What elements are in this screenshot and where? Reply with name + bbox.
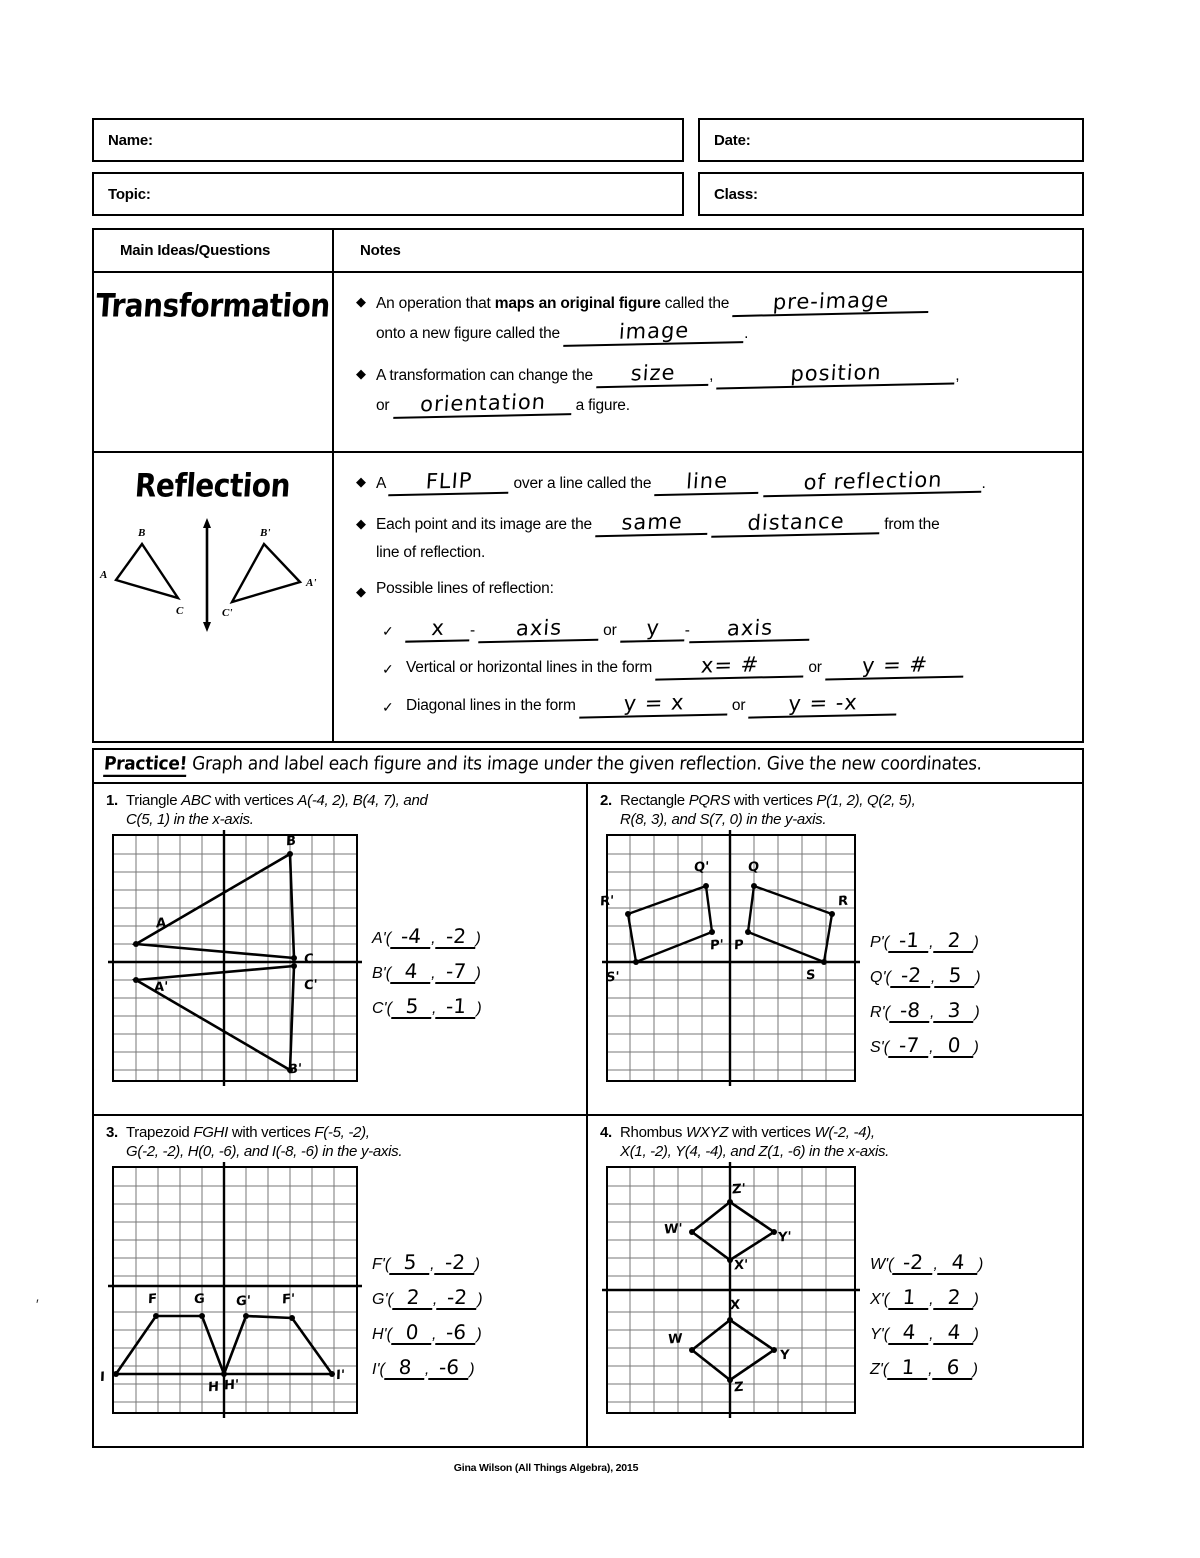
svg-text:B: B [138, 527, 146, 539]
graph-point-label: Z' [731, 1181, 746, 1197]
stray-pencil-mark: ′ [36, 1296, 39, 1312]
answer-label: I' [372, 1360, 380, 1378]
answer-y[interactable]: -2 [436, 1287, 478, 1310]
problem-4-number: 4. [600, 1124, 612, 1141]
answer-y[interactable]: 2 [933, 1287, 975, 1310]
answer-label: F' [372, 1255, 385, 1273]
answer-y[interactable]: 3 [934, 1000, 976, 1023]
svg-text:B': B' [260, 527, 271, 539]
tf-b1-p1: An operation that [376, 295, 495, 312]
rf-c1-mid: - [470, 622, 480, 639]
answer-x[interactable]: -8 [889, 1000, 931, 1023]
graph-point-label: F' [281, 1291, 296, 1307]
date-label: Date: [714, 131, 751, 149]
problem-4-answers [870, 1166, 983, 1392]
problem-4-text-b: with vertices [728, 1124, 815, 1141]
notes-table-header-row [94, 230, 1082, 273]
graph-point-label: P [733, 937, 744, 953]
date-field[interactable] [698, 118, 1084, 162]
bullet-icon: ◆ [356, 584, 366, 599]
bullet-icon: ◆ [356, 474, 366, 489]
graph-point-label: I [99, 1369, 106, 1385]
tf-b2-p3: or [376, 397, 394, 414]
problem-2-line2: R(8, 3), and S(7, 0) in the y-axis. [620, 810, 827, 828]
graph-point-label: C [303, 951, 314, 967]
problem-2-text-b: with vertices [730, 792, 817, 809]
rf-answer-diagonal-1[interactable]: y = x [579, 691, 729, 718]
tf-b1-p2: called the [660, 295, 734, 312]
reflection-check-3 [382, 690, 1060, 721]
rf-answer-line[interactable]: line [655, 470, 761, 496]
answer-x[interactable]: 4 [390, 961, 432, 984]
tf-answer-preimage[interactable]: pre-image [733, 289, 931, 317]
tf-b1-bold: maps an original figure [494, 295, 661, 312]
problem-2-answers [870, 834, 981, 1070]
graph-point-label: H [207, 1379, 220, 1395]
answer-row: I'( 8 , -6 ) [372, 1354, 475, 1379]
tf-b2-p1: A transformation can change the [376, 367, 598, 384]
answer-row: C'( 5 , -1 ) [372, 993, 482, 1018]
graph-point-label: X [729, 1297, 741, 1313]
class-label: Class: [714, 185, 758, 203]
problem-2-shape: PQRS [688, 792, 731, 809]
tf-b2-p4: a figure. [571, 397, 630, 414]
answer-x[interactable]: -2 [890, 965, 932, 988]
graph-point-label: W' [663, 1220, 683, 1238]
rf-b1-p3: . [981, 475, 986, 492]
name-label: Name: [108, 131, 153, 149]
problem-1-text-a: Triangle [126, 792, 182, 809]
header-row-name-date [92, 118, 1084, 162]
rf-b2-p2: from the [880, 516, 940, 533]
rf-answer-of-reflection[interactable]: of reflection [763, 469, 983, 498]
rf-c2-or: or [804, 659, 826, 676]
rf-answer-distance[interactable]: distance [711, 510, 881, 538]
problems-grid [92, 782, 1084, 1448]
answer-label: Y' [870, 1325, 884, 1343]
graph-point-label: I' [335, 1367, 346, 1383]
problem-4-shape: WXYZ [685, 1124, 729, 1141]
problem-2-vertices: P(1, 2), Q(2, 5), [816, 792, 916, 809]
graph-point-label: A [155, 915, 167, 931]
notes-header: Notes [360, 242, 401, 259]
problem-1-number: 1. [106, 792, 118, 809]
main-ideas-header: Main Ideas/Questions [120, 242, 271, 259]
topic-field[interactable] [92, 172, 684, 216]
problem-3-vertices: F(-5, -2), [314, 1124, 370, 1141]
transformation-row [94, 273, 1082, 453]
answer-y[interactable]: -1 [436, 996, 478, 1019]
answer-label: W' [870, 1255, 889, 1273]
bullet-icon: ◆ [356, 516, 366, 531]
reflection-check-2 [382, 652, 1060, 683]
answer-row: X'( 1 , 2 ) [870, 1284, 979, 1309]
checkmark-icon: ✓ [382, 661, 394, 677]
rf-c2-p1: Vertical or horizontal lines in the form [406, 659, 657, 676]
rf-answer-flip[interactable]: FLIP [389, 470, 511, 497]
graph-point-label: H' [223, 1376, 240, 1394]
transformation-term: Transformation [94, 286, 332, 325]
rf-answer-x[interactable]: x [405, 617, 471, 642]
answer-x[interactable]: -2 [893, 1252, 935, 1275]
graph-point-label: A' [153, 979, 169, 995]
answer-row: Q'( -2 , 5 ) [870, 962, 981, 987]
answer-label: G' [372, 1290, 388, 1308]
main-ideas-header-cell [94, 230, 334, 271]
problem-3-line2: G(-2, -2), H(0, -6), and I(-8, -6) in the y-axis. [126, 1142, 403, 1160]
answer-x[interactable]: 2 [392, 1287, 434, 1310]
reflection-term-cell [94, 453, 334, 741]
graph-point-label: G' [235, 1293, 251, 1309]
problem-4-text-a: Rhombus [620, 1124, 686, 1141]
checkmark-icon: ✓ [382, 699, 394, 715]
answer-x[interactable]: -4 [390, 926, 432, 949]
problem-3-text-a: Trapezoid [126, 1124, 194, 1141]
answer-y[interactable]: -2 [434, 1252, 476, 1275]
answer-label: C' [372, 999, 387, 1017]
problem-1-graph[interactable] [112, 834, 358, 1082]
checkmark-icon: ✓ [382, 623, 394, 639]
rf-b2-p3: line of reflection. [376, 544, 486, 561]
answer-y[interactable]: 4 [933, 1322, 975, 1345]
answer-row: P'( -1 , 2 ) [870, 927, 979, 952]
transformation-notes-cell [334, 273, 1082, 451]
graph-point-label: F [147, 1291, 158, 1307]
answer-label: P' [870, 933, 884, 951]
reflection-term: Reflection [134, 466, 292, 505]
rf-answer-same[interactable]: same [595, 511, 709, 537]
answer-row: G'( 2 , -2 ) [372, 1284, 483, 1309]
answer-label: B' [372, 964, 386, 982]
graph-point-label: W [667, 1331, 683, 1347]
bullet-icon: ◆ [356, 294, 366, 309]
rf-answer-horizontal-line[interactable]: y = # [825, 654, 965, 681]
rf-answer-y[interactable]: y [620, 617, 686, 642]
practice-heading-rest: Graph and label each figure and its image under the given reflection. Give the new coordinates. [186, 753, 983, 775]
answer-row: Y'( 4 , 4 ) [870, 1319, 979, 1344]
problem-row-1 [94, 784, 1082, 1116]
answer-y[interactable]: -7 [435, 961, 477, 984]
answer-y[interactable]: 4 [937, 1252, 979, 1275]
practice-heading: Practice! [103, 753, 188, 777]
problem-3-text-b: with vertices [227, 1124, 315, 1141]
transformation-bullet-2 [356, 361, 1060, 421]
tf-b1-p3: onto a new figure called the [376, 325, 565, 342]
answer-x[interactable]: 5 [389, 1252, 431, 1275]
copyright-footer: Gina Wilson (All Things Algebra), 2015 [453, 1462, 639, 1474]
rf-b2-p1: Each point and its image are the [376, 516, 597, 533]
answer-label: Q' [870, 968, 886, 986]
name-field[interactable] [92, 118, 684, 162]
answer-x[interactable]: 1 [887, 1357, 929, 1380]
graph-point-label: S' [605, 969, 620, 985]
tf-answer-orientation[interactable]: orientation [393, 391, 573, 419]
reflection-bullet-3 [356, 579, 1060, 605]
graph-point-label: Y' [777, 1229, 792, 1245]
problem-1-answers [372, 834, 482, 1031]
svg-text:A: A [100, 569, 108, 581]
reflection-notes-cell [334, 453, 1082, 741]
tf-b2-sep: , [709, 367, 718, 384]
answer-row: Z'( 1 , 6 ) [870, 1354, 978, 1379]
reflection-diagram [94, 516, 332, 646]
rf-c3-p1: Diagonal lines in the form [406, 697, 580, 714]
problem-1-shape: ABC [181, 792, 212, 809]
graph-point-label: B' [287, 1061, 303, 1077]
graph-point-label: Z [733, 1379, 744, 1395]
problem-3-number: 3. [106, 1124, 118, 1141]
rf-b3: Possible lines of reflection: [376, 580, 554, 597]
problem-2 [588, 784, 1082, 1114]
answer-label: Z' [870, 1360, 883, 1378]
topic-label: Topic: [108, 185, 151, 203]
problem-1-vertices: A(-4, 2), B(4, 7), and [297, 792, 428, 809]
problem-4 [588, 1116, 1082, 1446]
svg-text:A': A' [306, 577, 317, 589]
header-row-topic-class [92, 172, 1084, 216]
rf-answer-axis-2[interactable]: axis [689, 617, 811, 644]
rf-c3-or: or [727, 697, 750, 714]
problem-4-graph[interactable] [606, 1166, 856, 1414]
answer-row: H'( 0 , -6 ) [372, 1319, 482, 1344]
problem-3 [94, 1116, 588, 1446]
reflection-bullet-1 [356, 469, 1060, 499]
problem-4-vertices: W(-2, -4), [814, 1124, 875, 1141]
problem-2-graph[interactable] [599, 834, 856, 1082]
problem-2-number: 2. [600, 792, 612, 809]
transformation-bullet-1 [356, 289, 1060, 349]
rf-b1-p2: over a line called the [509, 475, 656, 492]
problem-2-text-a: Rectangle [620, 792, 689, 809]
answer-y[interactable]: 5 [934, 965, 976, 988]
reflection-diagram-svg [94, 516, 332, 634]
answer-y[interactable]: -6 [436, 1322, 478, 1345]
answer-row: A'( -4 , -2 ) [372, 923, 481, 948]
problem-3-answers [372, 1166, 483, 1392]
problem-4-line2: X(1, -2), Y(4, -4), and Z(1, -6) in the x-axis. [620, 1142, 890, 1160]
transformation-term-cell [94, 273, 334, 451]
graph-point-label: G [193, 1291, 205, 1307]
graph-point-label: R [837, 893, 849, 909]
problem-1-line2: C(5, 1) in the x-axis. [126, 810, 254, 828]
answer-row: F'( 5 , -2 ) [372, 1249, 480, 1274]
answer-label: A' [372, 929, 386, 947]
problem-row-2 [94, 1116, 1082, 1446]
rf-c1-or: or [599, 622, 621, 639]
answer-y[interactable]: 0 [933, 1035, 975, 1058]
graph-point-label: P' [709, 937, 724, 953]
answer-x[interactable]: 5 [391, 996, 433, 1019]
notes-header-cell [334, 230, 1082, 271]
svg-text:C: C [176, 605, 184, 617]
answer-x[interactable]: 4 [888, 1322, 930, 1345]
answer-x[interactable]: 0 [391, 1322, 433, 1345]
problem-3-shape: FGHI [193, 1124, 228, 1141]
notes-table [92, 228, 1084, 743]
reflection-bullet-2 [356, 508, 1060, 567]
answer-row: R'( -8 , 3 ) [870, 997, 980, 1022]
answer-row: S'( -7 , 0 ) [870, 1032, 979, 1057]
answer-x[interactable]: 1 [888, 1287, 930, 1310]
graph-point-label: Q [747, 859, 760, 875]
answer-row: B'( 4 , -7 ) [372, 958, 481, 983]
graph-point-label: C' [303, 977, 318, 993]
graph-point-label: X' [733, 1257, 749, 1273]
answer-label: H' [372, 1325, 387, 1343]
problem-1 [94, 784, 588, 1114]
answer-y[interactable]: -6 [428, 1357, 470, 1380]
answer-x[interactable]: 8 [384, 1357, 426, 1380]
problem-1-text-b: with vertices [211, 792, 298, 809]
tf-b1-p4: . [744, 325, 749, 342]
answer-label: S' [870, 1038, 884, 1056]
rf-b1-p1: A [376, 475, 390, 492]
tf-b2-p2: , [955, 367, 960, 384]
answer-y[interactable]: -2 [435, 926, 477, 949]
practice-instructions [92, 748, 1084, 782]
class-field[interactable] [698, 172, 1084, 216]
tf-answer-size[interactable]: size [596, 362, 710, 388]
graph-point-label: B [285, 833, 297, 849]
svg-text:C': C' [222, 607, 233, 619]
graph-point-label: Y [779, 1347, 790, 1363]
reflection-check-1: ✓ x - axis or y - axis [382, 617, 1060, 645]
answer-label: R' [870, 1003, 885, 1021]
bullet-icon: ◆ [356, 366, 366, 381]
answer-y[interactable]: 6 [932, 1357, 974, 1380]
tf-answer-position[interactable]: position [717, 360, 957, 389]
tf-answer-image[interactable]: image [563, 319, 745, 347]
answer-x[interactable]: -1 [888, 930, 930, 953]
rf-answer-axis-1[interactable]: axis [478, 617, 600, 644]
reflection-row [94, 453, 1082, 741]
problem-3-graph[interactable] [99, 1166, 358, 1414]
graph-point-label: R' [599, 893, 615, 909]
answer-row: W'( -2 , 4 ) [870, 1249, 984, 1274]
answer-y[interactable]: 2 [933, 930, 975, 953]
answer-x[interactable]: -7 [888, 1035, 930, 1058]
answer-label: X' [870, 1290, 884, 1308]
graph-point-label: S [805, 967, 816, 983]
graph-point-label: Q' [693, 858, 710, 876]
rf-answer-vertical-line[interactable]: x= # [655, 653, 805, 680]
rf-answer-diagonal-2[interactable]: y = -x [749, 691, 899, 718]
